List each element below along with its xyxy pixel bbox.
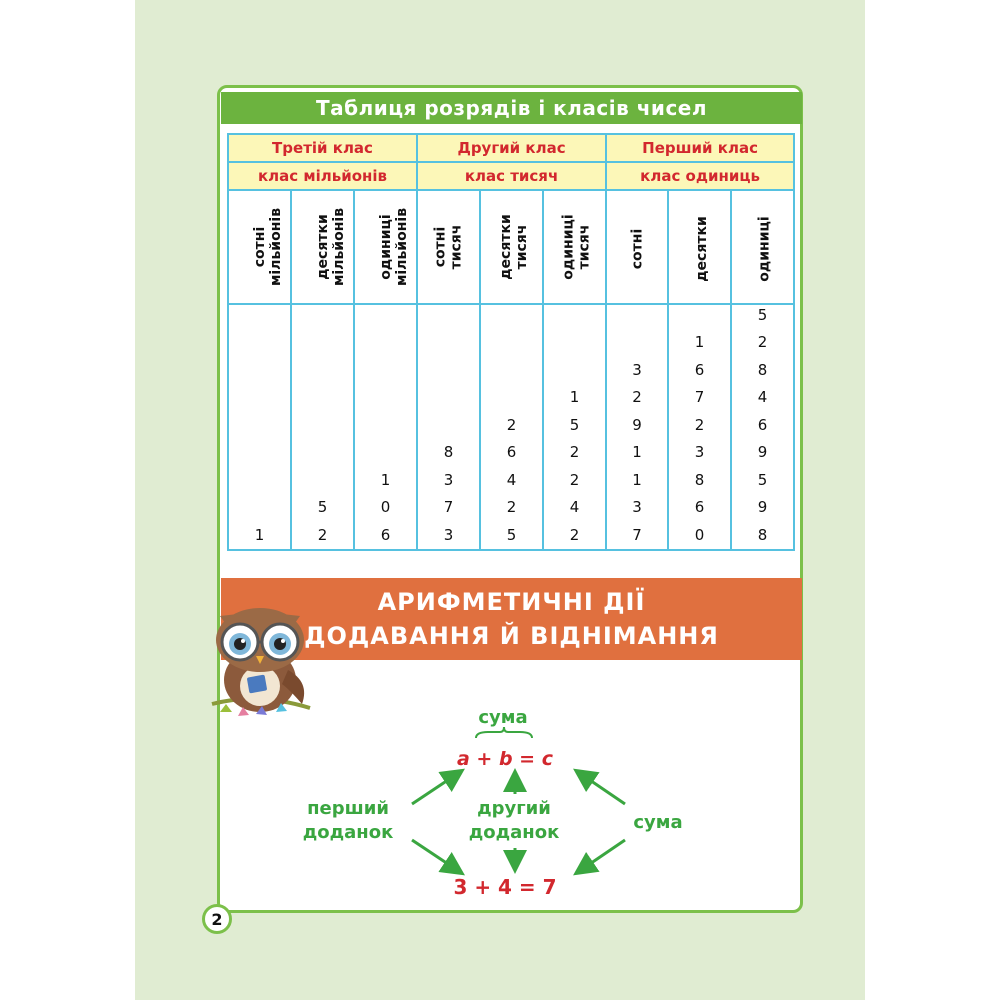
arrow-down-right [578, 840, 625, 872]
digit-cell: 6 [694, 360, 705, 379]
digit-cell: 5 [757, 470, 768, 489]
brace-icon [474, 726, 534, 740]
digit-cell: 2 [317, 525, 328, 544]
digit-cell: 6 [506, 443, 517, 461]
digit-column [668, 304, 731, 550]
digit-cell: 6 [757, 415, 768, 434]
digit-cell: 3 [694, 443, 705, 461]
class-header-units: Перший клас [606, 134, 794, 162]
digit-cell: 1 [380, 470, 391, 489]
rank-header: одиниці [731, 190, 794, 304]
digit-cell: 0 [694, 525, 705, 544]
digit-column [543, 304, 606, 550]
digit-cell: 1 [569, 388, 580, 406]
digit-cell: 8 [443, 443, 454, 461]
section-heading-line1: АРИФМЕТИЧНІ ДІЇ [377, 588, 646, 616]
digit-cell: 1 [694, 333, 705, 351]
table-title: Таблиця розрядів і класів чисел [221, 92, 802, 124]
digit-cell: 9 [757, 443, 768, 461]
digit-cell: 6 [694, 498, 705, 516]
diagram-arrows [400, 760, 630, 885]
digit-cell: 1 [632, 443, 642, 461]
class-group-units: клас одиниць [606, 162, 794, 190]
section-heading-line2: ДОДАВАННЯ Й ВІДНІМАННЯ [304, 622, 719, 650]
digit-cell: 2 [569, 470, 580, 489]
digit-column [480, 304, 543, 550]
digit-cell: 8 [694, 470, 705, 489]
arrow-up-right [578, 772, 625, 804]
digit-cell: 0 [380, 498, 391, 516]
rank-header: десятки мільйонів [291, 190, 354, 304]
arrow-up-left [412, 772, 460, 804]
digit-cell: 3 [632, 360, 642, 379]
rank-header: сотні тисяч [417, 190, 480, 304]
class-header-millions: Третій клас [228, 134, 417, 162]
digit-column [228, 304, 291, 550]
digit-cell: 2 [506, 415, 517, 434]
rank-header: одиниці тисяч [543, 190, 606, 304]
formula-numbers: 3 + 4 = 7 [453, 875, 557, 899]
digit-cell: 6 [380, 525, 391, 544]
rank-header: десятки тисяч [480, 190, 543, 304]
digit-cell: 2 [632, 388, 642, 406]
digit-cell: 7 [632, 525, 642, 544]
digit-cell: 1 [254, 525, 265, 544]
sum-right-label: сума [633, 812, 683, 833]
digit-cell: 3 [632, 498, 642, 516]
digit-cell: 5 [569, 415, 580, 434]
digit-cell: 1 [632, 470, 642, 489]
digit-cell: 4 [506, 470, 517, 489]
digit-cell: 2 [757, 333, 768, 351]
digit-cell: 5 [317, 498, 328, 516]
owl-mascot-icon [198, 600, 323, 725]
digit-column [417, 304, 480, 550]
rank-header: сотні мільйонів [228, 190, 291, 304]
digit-cell: 9 [632, 415, 642, 434]
digit-cell: 5 [757, 305, 768, 324]
rank-header: сотні [606, 190, 668, 304]
digit-column [731, 304, 794, 550]
digit-cell: 7 [443, 498, 454, 516]
digit-cell: 2 [569, 525, 580, 544]
first-addend-label: перший доданок [302, 798, 394, 843]
digit-cell: 4 [757, 388, 768, 406]
digit-column [606, 304, 668, 550]
rank-header: десятки [668, 190, 731, 304]
digit-cell: 2 [569, 443, 580, 461]
digit-cell: 8 [757, 360, 768, 379]
digit-cell: 3 [443, 525, 454, 544]
class-group-millions: клас мільйонів [228, 162, 417, 190]
digit-cell: 9 [757, 498, 768, 516]
page-number: 2 [202, 904, 232, 934]
digit-cell: 7 [694, 388, 705, 406]
digit-cell: 2 [506, 498, 517, 516]
digit-cell: 8 [757, 525, 768, 544]
class-header-thousands: Другий клас [417, 134, 606, 162]
digit-cell: 5 [506, 525, 517, 544]
sum-top-label: сума [478, 707, 528, 728]
digit-cell: 3 [443, 470, 454, 489]
rank-header: одиниці мільйонів [354, 190, 417, 304]
arrow-down-left [412, 840, 460, 872]
digit-column [291, 304, 354, 550]
digit-column [354, 304, 417, 550]
place-value-table [227, 133, 795, 551]
formula-letters: a + b = c [457, 748, 553, 770]
second-addend-label: другий доданок [468, 798, 560, 843]
digit-cell: 2 [694, 415, 705, 434]
digit-cell: 4 [569, 498, 580, 516]
class-group-thousands: клас тисяч [417, 162, 606, 190]
